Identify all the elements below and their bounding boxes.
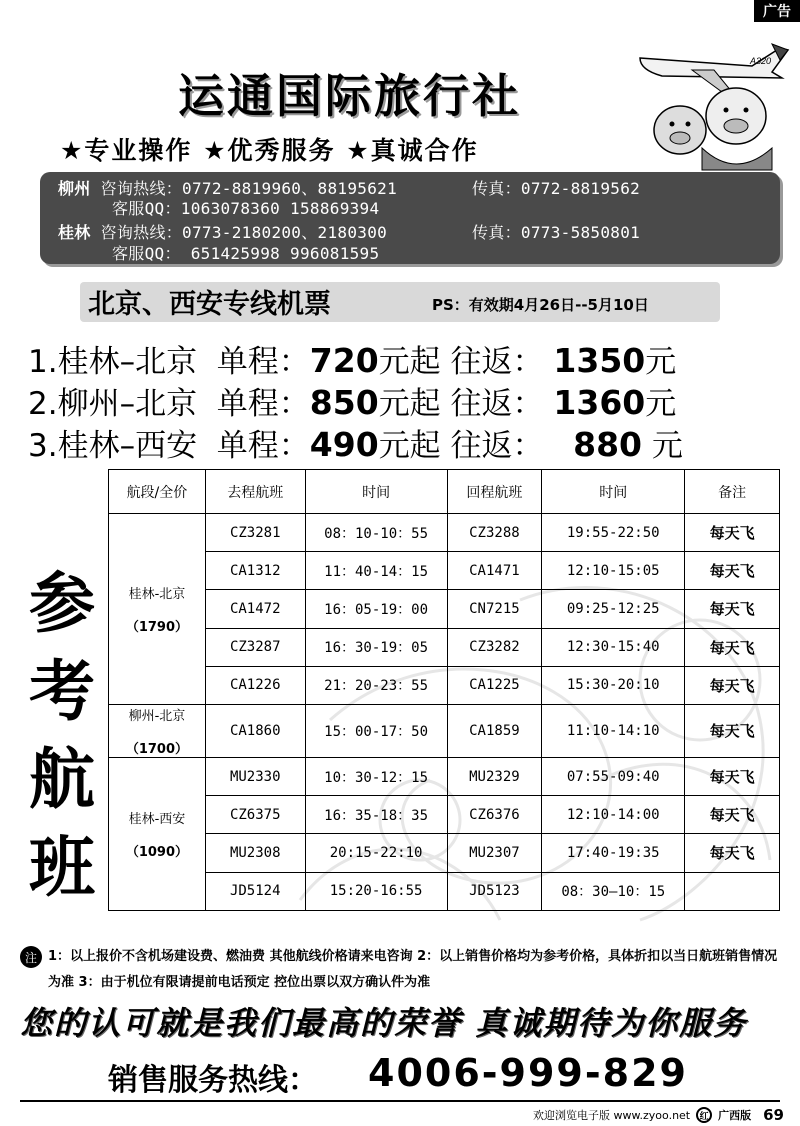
return-label: 往返： — [450, 428, 544, 464]
svg-text:A320: A320 — [750, 56, 772, 66]
outbound-flight: CZ6375 — [205, 796, 305, 834]
segment-name: 柳州-北京 — [128, 708, 186, 724]
col-header-segment: 航段/全价 — [109, 470, 206, 514]
outbound-time: 11：40-14：15 — [305, 552, 447, 590]
page-footer — [533, 1106, 784, 1124]
oneway-unit: 元起 — [378, 386, 441, 422]
frequency-note: 每天飞 — [685, 757, 780, 795]
segment-name: 桂林-西安 — [128, 811, 186, 827]
guilin-fax: 传真：0773-5850801 — [472, 223, 641, 242]
pig-mascots-icon — [654, 88, 772, 170]
return-label: 往返： — [450, 344, 544, 380]
frequency-note: 每天飞 — [685, 704, 780, 757]
closing-slogan: 您的认可就是我们最高的荣誉 真诚期待为你服务 — [20, 1004, 748, 1042]
segment-cell — [109, 514, 206, 705]
return-price: 1350 — [553, 341, 646, 380]
airplane-icon — [640, 44, 788, 92]
guilin-qq: 客服QQ： 651425998 996081595 — [112, 244, 380, 263]
fare-route: 桂林–西安 — [57, 428, 198, 464]
reference-flights-side-label — [22, 560, 102, 912]
return-time: 09:25-12:25 — [542, 590, 685, 628]
footer-edition: 广西版 — [718, 1109, 752, 1122]
publication-logo-icon: 红 — [696, 1107, 712, 1123]
outbound-flight: MU2330 — [205, 757, 305, 795]
oneway-unit: 元起 — [378, 344, 441, 380]
segment-full-price: （1090） — [125, 844, 189, 860]
fare-line-1 — [28, 336, 676, 381]
oneway-price: 720 — [309, 341, 379, 380]
return-flight: MU2307 — [447, 834, 542, 872]
guilin-hotline-line — [58, 220, 387, 243]
side-label-char: 班 — [29, 829, 95, 906]
airplane-and-mascots-illustration — [632, 30, 792, 180]
col-header-note: 备注 — [685, 470, 780, 514]
notice-text: 1：以上报价不含机场建设费、燃油费 其他航线价格请来电咨询 2：以上销售价格均为参考价格，具体折扣以当日航班销售情况为准 3：由于机位有限请提前电话预定 控位出票以双方确认件为准 — [48, 949, 778, 990]
side-label-char: 考 — [29, 653, 95, 730]
return-label: 往返： — [450, 386, 544, 422]
footer-site-text: 欢迎浏览电子版 www.zyoo.net — [533, 1109, 691, 1122]
col-header-return: 回程航班 — [447, 470, 542, 514]
outbound-time: 08：10-10：55 — [305, 514, 447, 552]
return-time: 19:55-22:50 — [542, 514, 685, 552]
agency-name-heading: 运通国际旅行社 — [178, 69, 521, 123]
frequency-note — [685, 872, 780, 910]
outbound-flight: CA1226 — [205, 666, 305, 704]
table-row — [109, 872, 780, 910]
outbound-flight: JD5124 — [205, 872, 305, 910]
return-flight: CN7215 — [447, 590, 542, 628]
outbound-time: 16：35-18：35 — [305, 796, 447, 834]
fare-line-3 — [28, 420, 683, 465]
fare-index: 3. — [28, 428, 58, 464]
liuzhou-city-label: 柳州 — [58, 179, 91, 198]
outbound-time: 10：30-12：15 — [305, 757, 447, 795]
outbound-time: 21：20-23：55 — [305, 666, 447, 704]
return-time: 12:30-15:40 — [542, 628, 685, 666]
table-row — [109, 590, 780, 628]
segment-cell — [109, 757, 206, 910]
col-header-outbound: 去程航班 — [205, 470, 305, 514]
frequency-note: 每天飞 — [685, 796, 780, 834]
oneway-price: 490 — [309, 425, 379, 464]
oneway-price: 850 — [309, 383, 379, 422]
table-row — [109, 552, 780, 590]
frequency-note: 每天飞 — [685, 628, 780, 666]
return-time: 08：30—10：15 — [542, 872, 685, 910]
side-label-char: 航 — [29, 741, 95, 818]
segment-full-price: （1700） — [125, 741, 189, 757]
frequency-note: 每天飞 — [685, 666, 780, 704]
outbound-time: 16：05-19：00 — [305, 590, 447, 628]
return-flight: CA1225 — [447, 666, 542, 704]
return-flight: CZ6376 — [447, 796, 542, 834]
fare-route: 桂林–北京 — [57, 344, 198, 380]
page-number: 69 — [763, 1106, 784, 1124]
return-price: 880 — [573, 425, 642, 464]
return-flight: CA1471 — [447, 552, 542, 590]
return-unit: 元 — [645, 344, 677, 380]
segment-full-price: （1790） — [125, 619, 189, 635]
return-time: 12:10-14:00 — [542, 796, 685, 834]
fare-line-2 — [28, 378, 676, 423]
segment-cell — [109, 704, 206, 757]
outbound-flight: CA1312 — [205, 552, 305, 590]
return-flight: CA1859 — [447, 704, 542, 757]
return-time: 07:55-09:40 — [542, 757, 685, 795]
guilin-hotline: 咨询热线：0773-2180200、2180300 — [100, 223, 388, 242]
frequency-note: 每天飞 — [685, 514, 780, 552]
frequency-note: 每天飞 — [685, 834, 780, 872]
footer-divider — [20, 1100, 780, 1102]
table-header-row — [109, 470, 780, 514]
sales-hotline-label: 销售服务热线： — [108, 1063, 318, 1098]
table-row — [109, 628, 780, 666]
return-flight: MU2329 — [447, 757, 542, 795]
oneway-label: 单程： — [216, 344, 310, 380]
liuzhou-fax: 传真：0772-8819562 — [472, 179, 641, 198]
sales-hotline-number: 4006-999-829 — [368, 1051, 688, 1095]
contact-panel — [40, 172, 780, 264]
flight-schedule-table — [108, 469, 780, 911]
table-row — [109, 666, 780, 704]
fare-index: 1. — [28, 344, 58, 380]
oneway-label: 单程： — [216, 386, 310, 422]
promo-validity-note: PS：有效期4月26日--5月10日 — [432, 296, 649, 314]
col-header-outbound-time: 时间 — [305, 470, 447, 514]
outbound-flight: CZ3287 — [205, 628, 305, 666]
side-label-char: 参 — [29, 565, 95, 642]
fare-index: 2. — [28, 386, 58, 422]
return-flight: JD5123 — [447, 872, 542, 910]
outbound-flight: CZ3281 — [205, 514, 305, 552]
liuzhou-qq: 客服QQ：1063078360 158869394 — [112, 199, 380, 218]
promo-title: 北京、西安专线机票 — [88, 289, 331, 320]
ad-corner-tag: 广告 — [754, 0, 800, 22]
return-time: 12:10-15:05 — [542, 552, 685, 590]
table-row — [109, 834, 780, 872]
return-unit: 元 — [651, 428, 683, 464]
outbound-time: 20:15-22:10 — [305, 834, 447, 872]
outbound-time: 15：00-17：50 — [305, 704, 447, 757]
return-time: 11:10-14:10 — [542, 704, 685, 757]
frequency-note: 每天飞 — [685, 590, 780, 628]
table-row — [109, 757, 780, 795]
table-row — [109, 514, 780, 552]
outbound-flight: MU2308 — [205, 834, 305, 872]
outbound-flight: CA1472 — [205, 590, 305, 628]
return-price: 1360 — [553, 383, 646, 422]
service-slogan: ★专业操作 ★优秀服务 ★真诚合作 — [60, 136, 479, 165]
liuzhou-hotline: 咨询热线：0772-8819960、88195621 — [100, 179, 398, 198]
segment-name: 桂林-北京 — [128, 586, 186, 602]
notice-badge-icon: 注 — [20, 946, 42, 968]
oneway-unit: 元起 — [378, 428, 441, 464]
table-row — [109, 704, 780, 757]
outbound-flight: CA1860 — [205, 704, 305, 757]
guilin-city-label: 桂林 — [58, 223, 91, 242]
outbound-time: 16：30-19：05 — [305, 628, 447, 666]
col-header-return-time: 时间 — [542, 470, 685, 514]
outbound-time: 15:20-16:55 — [305, 872, 447, 910]
return-time: 17:40-19:35 — [542, 834, 685, 872]
table-row — [109, 796, 780, 834]
return-flight: CZ3288 — [447, 514, 542, 552]
return-time: 15:30-20:10 — [542, 666, 685, 704]
return-flight: CZ3282 — [447, 628, 542, 666]
frequency-note: 每天飞 — [685, 552, 780, 590]
return-unit: 元 — [645, 386, 677, 422]
fare-route: 柳州–北京 — [57, 386, 198, 422]
oneway-label: 单程： — [216, 428, 310, 464]
